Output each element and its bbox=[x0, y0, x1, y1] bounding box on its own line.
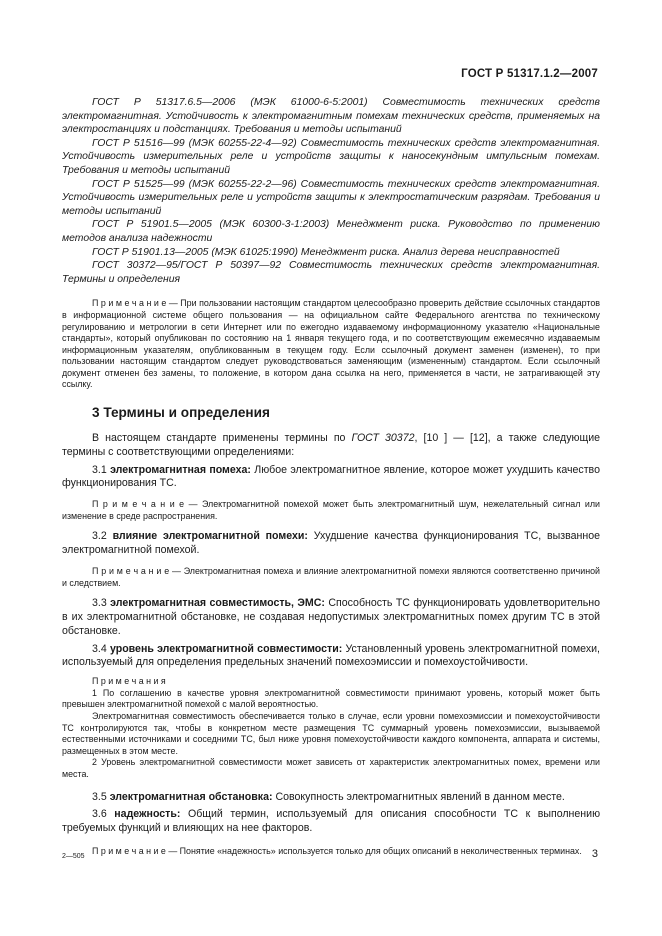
term-number: 3.1 bbox=[92, 463, 107, 476]
term-number: 3.4 bbox=[92, 642, 107, 655]
term-definition: Совокупность электромагнитных явлений в данном месте. bbox=[275, 790, 565, 803]
note-label: П р и м е ч а н и е — bbox=[92, 499, 198, 510]
term-definition: Установленный уровень электромагнитной помехи, используемый для определения предельных значений помехоэмиссии и помехоустойчивости. bbox=[62, 642, 601, 669]
term-definition: Любое электромагнитное явление, которое может ухудшить качество функционирования ТС. bbox=[62, 463, 600, 490]
reference-item: ГОСТ Р 51901.5—2005 (МЭК 60300-3-1:2003) Менеджмент риска. Руководство по применению методов анализа надежности bbox=[62, 219, 600, 244]
note-3-2 bbox=[62, 566, 600, 589]
term-name: электромагнитная помеха: bbox=[110, 463, 251, 476]
term-number: 3.6 bbox=[92, 808, 107, 821]
term-definition: Общий термин, используемый для описания способности ТС к выполнению требуемых функций и влияющих на нее факторов. bbox=[62, 808, 601, 835]
note-3-6 bbox=[62, 846, 600, 858]
page-content bbox=[62, 96, 600, 858]
term-3-5 bbox=[62, 791, 600, 805]
notes-3-4-label: П р и м е ч а н и я bbox=[92, 676, 166, 687]
section-heading: 3 Термины и определения bbox=[92, 405, 270, 421]
term-3-3 bbox=[62, 597, 600, 638]
notes-3-4-item-2: Электромагнитная совместимость обеспечивается только в случае, если уровни помехоэмиссии и помехоустойчивости ТС контролируются так, чтобы в конкретном месте размещения ТС суммарный уровень помехоэмиссии, вызываемой естественными источниками и соседними ТС, был ниже уровня помехоустойчивости каждого компонента, аппарата и системы, размещенных в этом месте. bbox=[62, 710, 600, 756]
term-name: электромагнитная совместимость, ЭМС: bbox=[110, 597, 325, 610]
note-text: Электромагнитная помеха и влияние электромагнитной помехи являются соответственно причиной и следствием. bbox=[62, 566, 601, 588]
reference-item: ГОСТ 30372—95/ГОСТ Р 50397—92 Совместимость технических средств электромагнитная. Термины и определения bbox=[62, 260, 600, 285]
reference-item: ГОСТ Р 51901.13—2005 (МЭК 61025:1990) Менеджмент риска. Анализ дерева неисправностей bbox=[92, 246, 560, 258]
term-name: влияние электромагнитной помехи: bbox=[112, 530, 308, 543]
note-label: П р и м е ч а н и е — bbox=[92, 298, 178, 309]
section-intro bbox=[62, 432, 600, 460]
term-number: 3.3 bbox=[92, 597, 107, 610]
reference-item: ГОСТ Р 51317.6.5—2006 (МЭК 61000-6-5:2001) Совместимость технических средств электромагнитная. Устойчивость к электромагнитным помехам технических средств, применяемых на электростанциях и подстанциях. Требования и методы испытаний bbox=[62, 97, 600, 136]
term-3-4 bbox=[62, 643, 600, 671]
note-text: Понятие «надежность» используется только для общих описаний в неколичественных терминах. bbox=[179, 845, 582, 856]
term-number: 3.5 bbox=[92, 790, 107, 803]
term-name: надежность: bbox=[114, 808, 181, 821]
intro-standard-ref: ГОСТ 30372 bbox=[351, 432, 415, 445]
note-label: П р и м е ч а н и е — bbox=[92, 845, 178, 856]
note-text: При пользовании настоящим стандартом целесообразно проверить действие ссылочных стандартов в информационной системе общего пользования — на официальном сайте Федерального агентства по техническому регулированию и метрологии в сети Интернет или по ежегодно издаваемому информационному указателю «Национальные стандарты», который опубликован по состоянию на 1 января текущего года, и по соответствующим ежемесячно издаваемым информационным указателям, опубликованным в текущем году. Если ссылочный документ заменен (изменен), то при пользовании настоящим стандартом следует руководствоваться заменяющим (измененным) стандартом. Если ссылочный документ отменен без замены, то положение, в котором дана ссылка на него, применяется в части, не затрагивающей эту ссылку. bbox=[62, 298, 600, 390]
print-code: 2—505 bbox=[62, 853, 85, 860]
intro-text-before: В настоящем стандарте применены термины по bbox=[92, 432, 346, 445]
term-definition: Способность ТС функционировать удовлетворительно в их электромагнитной обстановке, не создавая недопустимых электромагнитных помех другим ТС в этой обстановке. bbox=[62, 597, 601, 637]
note-text: Электромагнитной помехой может быть электромагнитный шум, нежелательный сигнал или изменение в среде распространения. bbox=[62, 499, 600, 521]
references-list bbox=[62, 96, 600, 286]
intro-text-after: , [10 ] — [12], а также следующие термины с соответствующими определениями: bbox=[62, 432, 600, 458]
term-3-6 bbox=[62, 808, 600, 836]
reference-item: ГОСТ Р 51516—99 (МЭК 60255-22-4—92) Совместимость технических средств электромагнитная. Устойчивость измерительных реле и устройств защиты к наносекундным импульсным помехам. Требования и методы испытаний bbox=[62, 137, 600, 176]
note-label: П р и м е ч а н и е — bbox=[92, 566, 181, 577]
term-name: электромагнитная обстановка: bbox=[109, 790, 273, 803]
term-number: 3.2 bbox=[92, 530, 107, 543]
page-number: 3 bbox=[591, 848, 598, 860]
term-3-2 bbox=[62, 530, 600, 558]
note-3-1 bbox=[62, 499, 600, 522]
term-name: уровень электромагнитной совместимости: bbox=[109, 642, 343, 655]
notes-3-4-item-3: 2 Уровень электромагнитной совместимости может зависеть от характеристик электромагнитных помех, времени или места. bbox=[62, 757, 600, 779]
notes-3-4-item-1: 1 По соглашению в качестве уровня электромагнитной совместимости принимают уровень, который может быть превышен электромагнитной помехой с малой вероятностью. bbox=[62, 687, 600, 710]
term-3-1 bbox=[62, 464, 600, 492]
note-references bbox=[62, 298, 600, 391]
reference-item: ГОСТ Р 51525—99 (МЭК 60255-22-2—96) Совместимость технических средств электромагнитная. Устойчивость измерительных реле и устройств защиты к электростатическим разрядам. Требования и методы испытаний bbox=[62, 178, 600, 217]
standard-code-header: ГОСТ Р 51317.1.2—2007 bbox=[461, 68, 598, 80]
term-definition: Ухудшение качества функционирования ТС, вызванное электромагнитной помехой. bbox=[62, 530, 600, 557]
